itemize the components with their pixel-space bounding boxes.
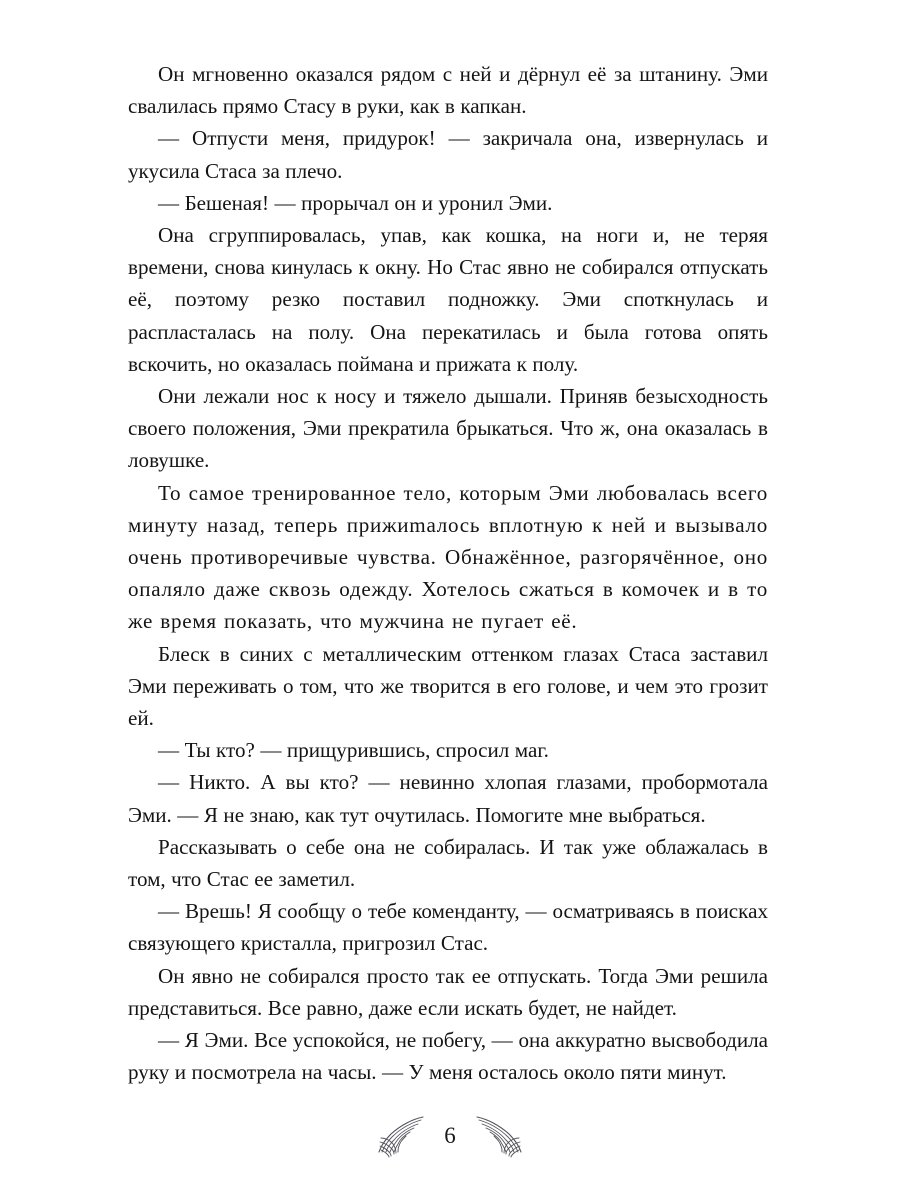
paragraph: Он явно не собирался просто так ее отпускать. Тогда Эми решила представиться. Все равно, даже если искать будет, не найдет. [128,963,768,1020]
page-body-text [128,58,768,1089]
wing-ornament-right-icon [473,1114,527,1158]
paragraph: — Врешь! Я сообщу о тебе коменданту, — осматриваясь в поисках связующего кристалла, пригрозил Стас. [128,899,768,956]
paragraph: Они лежали нос к носу и тяжело дышали. Приняв безысходность своего положения, Эми прекратила брыкаться. Что ж, она оказалась в ловушке. [128,384,768,473]
page-number: 6 [444,1122,456,1148]
paragraph: — Никто. А вы кто? — невинно хлопая глазами, пробормотала Эми. — Я не знаю, как тут очутилась. Помогите мне выбраться. [128,770,768,827]
paragraph: Блеск в синих с металлическим оттенком глазах Стаса заставил Эми переживать о том, что же творится в его голове, и чем это грозит ей. [128,641,768,731]
paragraph: — Я Эми. Все успокойся, не побегу, — она аккуратно высвободила руку и посмотрела на часы. — У меня осталось около пяти минут. [128,1028,768,1085]
wing-ornament-left-icon [373,1114,427,1158]
paragraph: — Бешеная! — прорычал он и уронил Эми. [158,190,553,215]
paragraph: Рассказывать о себе она не собиралась. И так уже облажалась в том, что Стас ее заметил. [128,834,768,892]
paragraph: — Ты кто? — прищурившись, спросил маг. [158,738,549,763]
page-footer [0,1108,900,1164]
paragraph: — Отпусти меня, придурок! — закричала она, извернулась и укусила Стаса за плечо. [128,126,768,183]
paragraph: Он мгновенно оказался рядом с ней и дёрнул её за штанину. Эми свалилась прямо Стасу в руки, как в капкан. [128,62,768,119]
paragraph: Она сгруппировалась, упав, как кошка, на ноги и, не теряя времени, снова кинулась к окну. Но Стас явно не собирался отпускать её, поэтому резко поставил подножку. Эми споткнулась и распласталась на полу. Она перекатилась и была готова опять вскочить, но оказалась поймана и прижата к полу. [128,223,768,376]
paragraph: То самое тренированное тело, которым Эми любовалась всего минуту назад, теперь прижиmалось вплотную к ней и вызывало очень противоречивые чувства. Обнажённое, разгорячённое, оно опаляло даже сквозь одежду. Хотелось сжаться в комочек и в то же время показать, что мужчина не пугает её. [128,480,768,634]
